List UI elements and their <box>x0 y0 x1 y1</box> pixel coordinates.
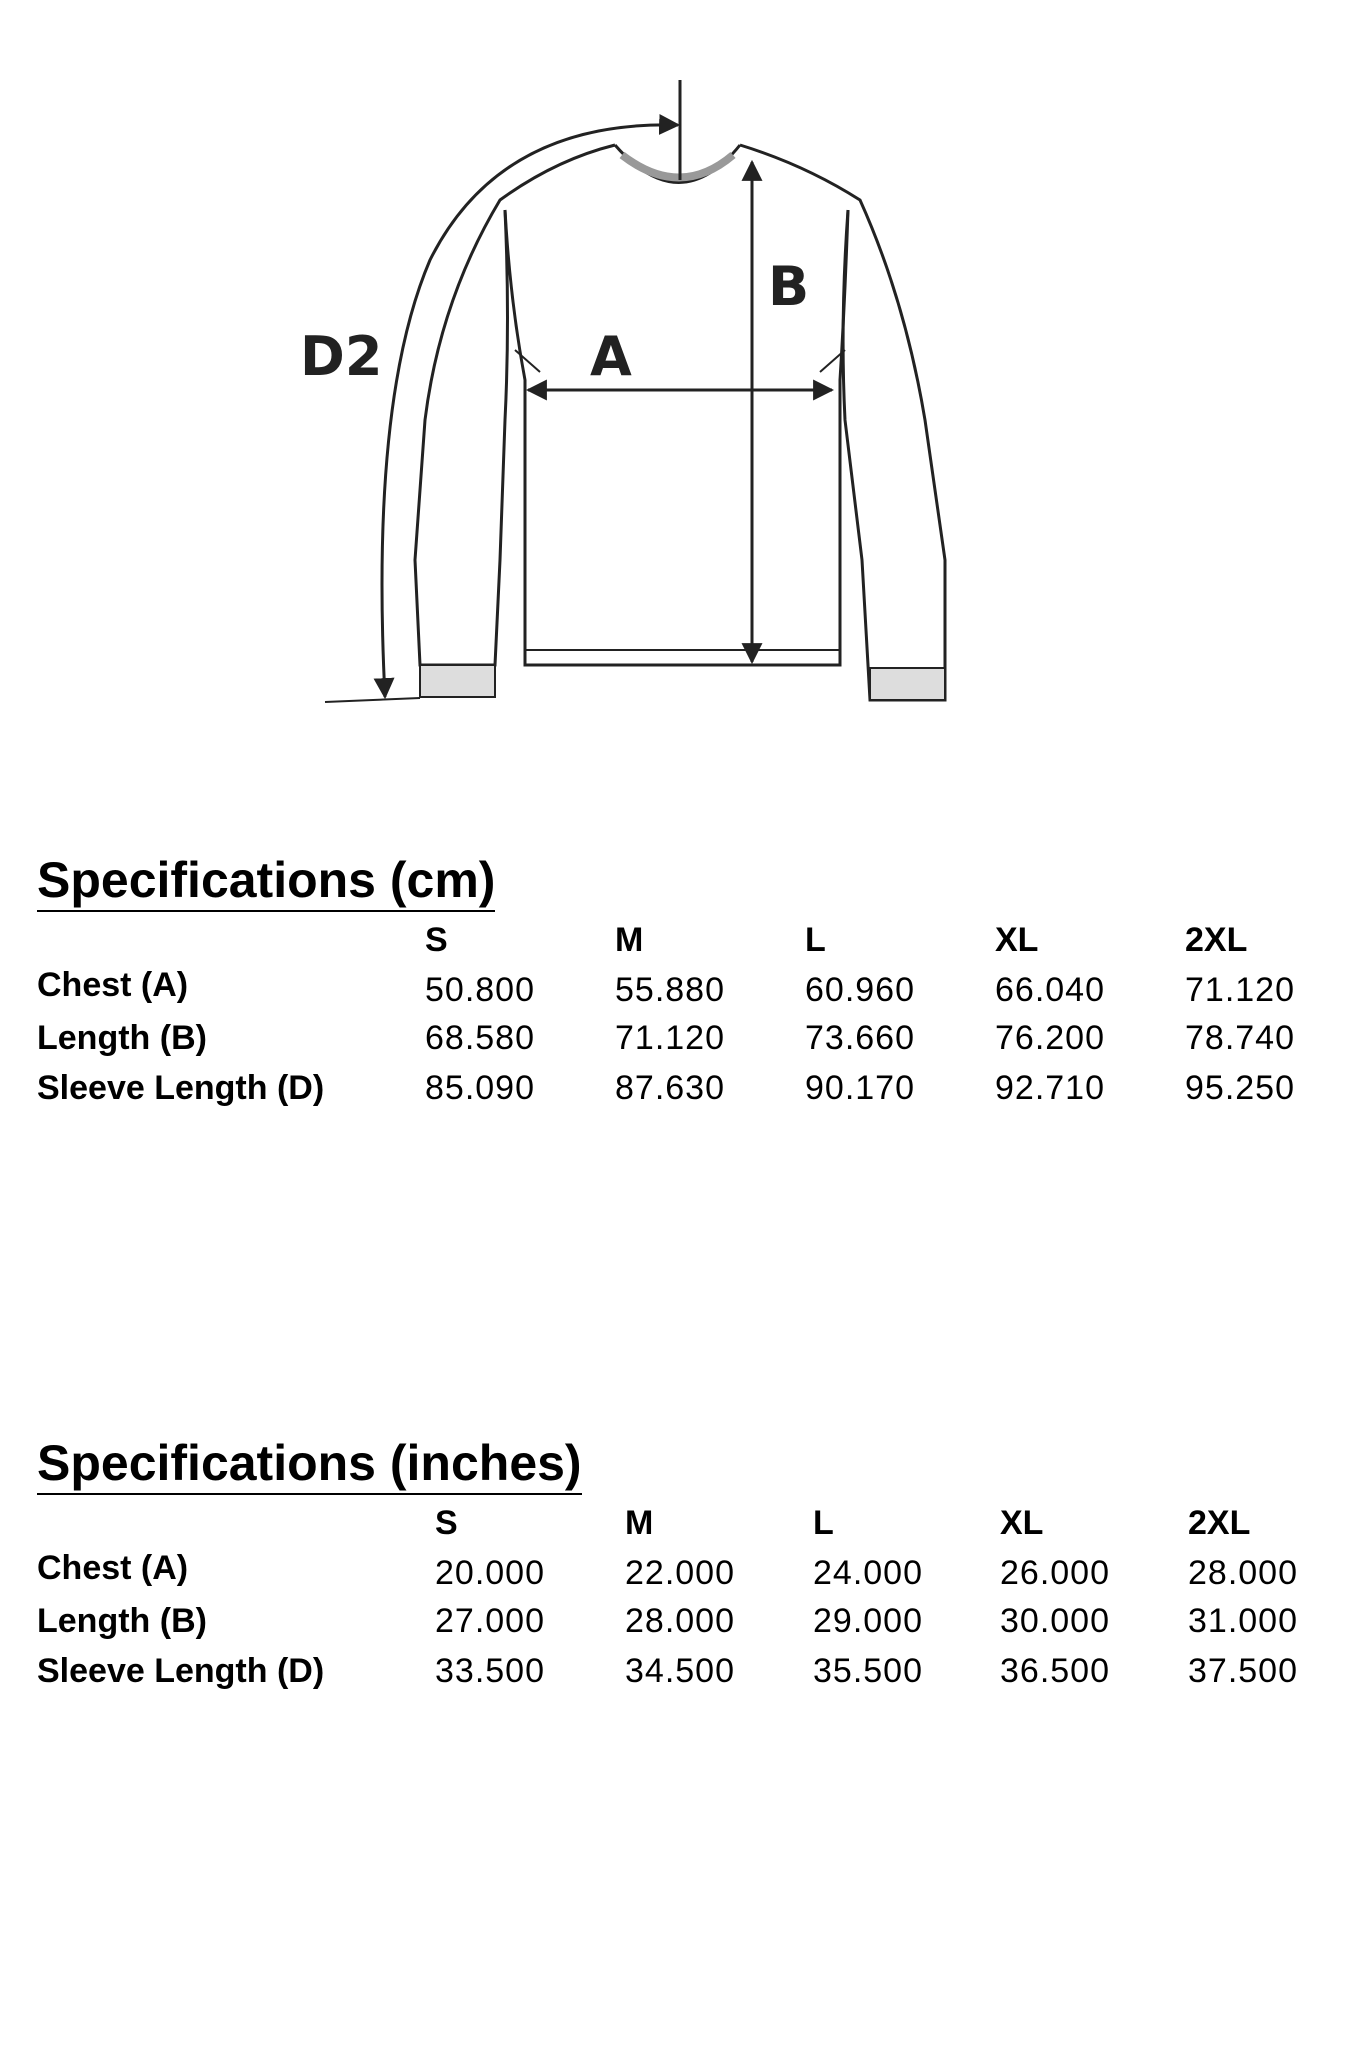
table-cell: 29.000 <box>813 1602 923 1640</box>
table-cell: 92.710 <box>995 1069 1105 1107</box>
size-header: L <box>813 1504 834 1542</box>
table-cell: 87.630 <box>615 1069 725 1107</box>
table-row <box>0 1013 1363 1063</box>
table-cell: 55.880 <box>615 971 725 1009</box>
table-cell: 60.960 <box>805 971 915 1009</box>
row-label: Sleeve Length (D) <box>37 1652 325 1690</box>
table-cell: 37.500 <box>1188 1652 1298 1690</box>
table-cell: 33.500 <box>435 1652 545 1690</box>
table-cell: 20.000 <box>435 1554 545 1592</box>
table-cell: 78.740 <box>1185 1019 1295 1057</box>
table-cell: 22.000 <box>625 1554 735 1592</box>
measure-a-arrow <box>515 350 845 390</box>
spec-title-inches: Specifications (inches) <box>37 1433 582 1495</box>
table-cell: 24.000 <box>813 1554 923 1592</box>
size-header-row-inches <box>0 1498 1363 1548</box>
table-cell: 36.500 <box>1000 1652 1110 1690</box>
label-a: A <box>590 325 632 388</box>
row-label: Length (B) <box>37 1019 207 1057</box>
table-cell: 85.090 <box>425 1069 535 1107</box>
table-cell: 28.000 <box>625 1602 735 1640</box>
table-row <box>0 1063 1363 1113</box>
table-cell: 71.120 <box>1185 971 1295 1009</box>
table-row <box>0 1646 1363 1696</box>
size-header: M <box>625 1504 654 1542</box>
table-cell: 66.040 <box>995 971 1105 1009</box>
size-header: S <box>435 1504 458 1542</box>
size-header: M <box>615 921 644 959</box>
label-d2: D2 <box>300 325 383 388</box>
label-b: B <box>768 255 810 318</box>
size-header: S <box>425 921 448 959</box>
size-header: XL <box>995 921 1039 959</box>
measure-d2-arrow <box>325 125 678 702</box>
table-cell: 34.500 <box>625 1652 735 1690</box>
size-header: 2XL <box>1185 921 1248 959</box>
table-row <box>0 1596 1363 1646</box>
row-label: Chest (A) <box>37 966 189 1004</box>
table-cell: 71.120 <box>615 1019 725 1057</box>
table-cell: 73.660 <box>805 1019 915 1057</box>
size-header: 2XL <box>1188 1504 1251 1542</box>
table-cell: 28.000 <box>1188 1554 1298 1592</box>
row-label: Sleeve Length (D) <box>37 1069 325 1107</box>
table-cell: 31.000 <box>1188 1602 1298 1640</box>
table-row <box>0 1543 1363 1593</box>
table-cell: 95.250 <box>1185 1069 1295 1107</box>
table-cell: 50.800 <box>425 971 535 1009</box>
size-header-row-cm <box>0 915 1363 965</box>
table-cell: 27.000 <box>435 1602 545 1640</box>
row-label: Chest (A) <box>37 1549 189 1587</box>
row-label: Length (B) <box>37 1602 207 1640</box>
table-cell: 76.200 <box>995 1019 1105 1057</box>
table-cell: 90.170 <box>805 1069 915 1107</box>
table-cell: 68.580 <box>425 1019 535 1057</box>
sweatshirt-diagram-svg <box>0 0 1363 760</box>
table-cell: 30.000 <box>1000 1602 1110 1640</box>
table-row <box>0 960 1363 1010</box>
spec-title-cm: Specifications (cm) <box>37 850 495 912</box>
sweatshirt-outline <box>415 145 945 700</box>
garment-diagram <box>0 0 1363 760</box>
size-header: XL <box>1000 1504 1044 1542</box>
table-cell: 26.000 <box>1000 1554 1110 1592</box>
size-header: L <box>805 921 826 959</box>
table-cell: 35.500 <box>813 1652 923 1690</box>
